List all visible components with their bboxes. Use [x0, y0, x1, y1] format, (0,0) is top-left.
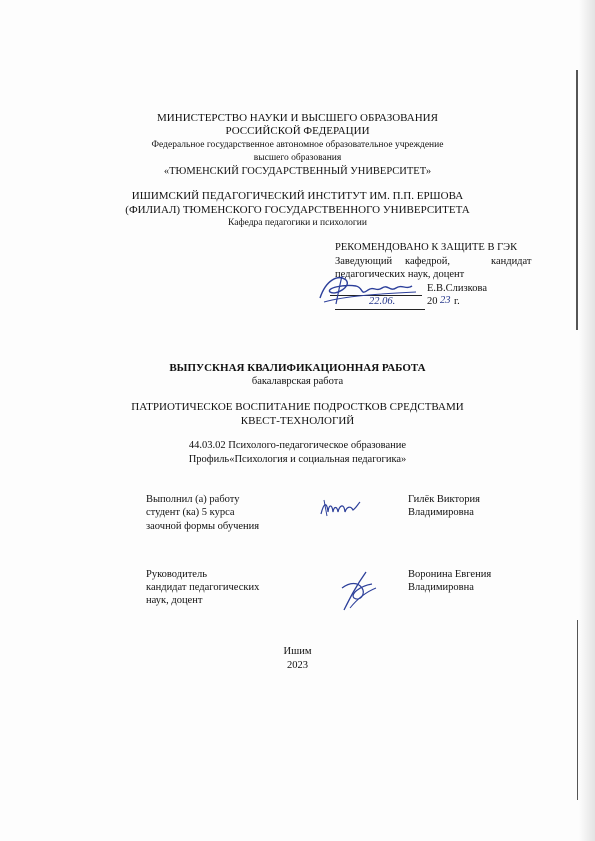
institute-line-1: ИШИМСКИЙ ПЕДАГОГИЧЕСКИЙ ИНСТИТУТ ИМ. П.П. ЕРШОВА [131, 190, 464, 202]
approval-word-2: кафедрой, [405, 256, 451, 267]
student-label-1: Выполнил (а) работу [146, 494, 240, 505]
approval-word-1: Заведующий [335, 256, 393, 267]
university-name: «ТЮМЕНСКИЙ ГОСУДАРСТВЕННЫЙ УНИВЕРСИТЕТ» [163, 166, 432, 177]
work-subtype: бакалаврская работа [251, 376, 344, 387]
supervisor-signature [336, 568, 380, 614]
approval-year-prefix: 20 [427, 296, 438, 307]
supervisor-name-2: Владимировна [408, 582, 474, 593]
head-signature [316, 270, 426, 310]
approval-year-end: 23 [440, 295, 451, 306]
supervisor-name-1: Воронина Евгения [408, 569, 492, 580]
student-name-2: Владимировна [408, 507, 474, 518]
ministry-line-2: РОССИЙСКОЙ ФЕДЕРАЦИИ [225, 125, 370, 137]
supervisor-label-3: наук, доцент [146, 595, 203, 606]
approval-line-2: педагогических наук, доцент [335, 269, 465, 280]
student-signature [318, 496, 363, 520]
supervisor-label-1: Руководитель [146, 569, 207, 580]
student-label-3: заочной формы обучения [146, 521, 260, 532]
year: 2023 [287, 660, 308, 671]
approval-year-g: г. [454, 296, 460, 307]
profile: Профиль«Психология и социальная педагогика» [188, 454, 407, 465]
approval-word-3: кандидат [491, 256, 532, 267]
supervisor-label-2: кандидат педагогических [146, 582, 260, 593]
work-type: ВЫПУСКНАЯ КВАЛИФИКАЦИОННАЯ РАБОТА [169, 362, 426, 374]
institution-line-1: Федеральное государственное автономное образовательное учреждение [151, 140, 444, 150]
head-name: Е.В.Слизкова [427, 283, 487, 294]
institute-line-2: (ФИЛИАЛ) ТЮМЕНСКОГО ГОСУДАРСТВЕННОГО УНИВЕРСИТЕТА [125, 204, 470, 216]
student-label-2: студент (ка) 5 курса [146, 507, 235, 518]
approval-date: 22.06. [369, 296, 396, 307]
ministry-line-1: МИНИСТЕРСТВО НАУКИ И ВЫСШЕГО ОБРАЗОВАНИЯ [157, 112, 438, 124]
work-title-line-2: КВЕСТ-ТЕХНОЛОГИЙ [240, 415, 355, 427]
work-title-line-1: ПАТРИОТИЧЕСКОЕ ВОСПИТАНИЕ ПОДРОСТКОВ СРЕДСТВАМИ [131, 401, 464, 413]
student-name-1: Гилёк Виктория [408, 494, 480, 505]
department-name: Кафедра педагогики и психологии [228, 218, 367, 228]
approval-title: РЕКОМЕНДОВАНО К ЗАЩИТЕ В ГЭК [335, 242, 518, 253]
institution-line-2: высшего образования [253, 153, 342, 163]
city: Ишим [283, 646, 312, 657]
specialty: 44.03.02 Психолого-педагогическое образование [188, 440, 407, 451]
